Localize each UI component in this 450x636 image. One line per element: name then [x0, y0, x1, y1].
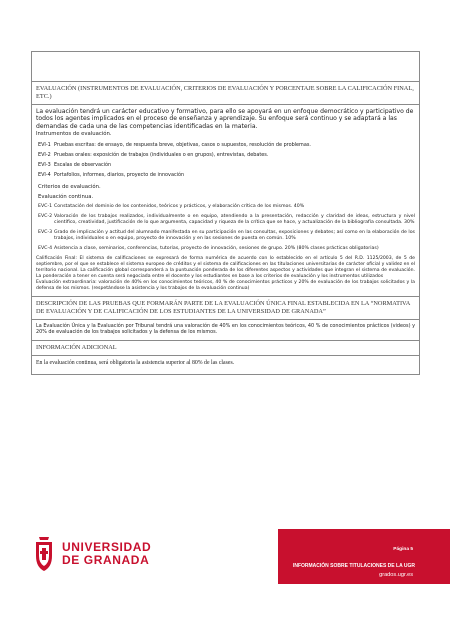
instrument-code: EVI-1 — [38, 141, 51, 148]
university-crest-icon — [33, 536, 55, 572]
instrument-code: EVI-4 — [38, 171, 51, 178]
unique-evaluation-header: DESCRIPCIÓN DE LAS PRUEBAS QUE FORMARÁN PARTE DE LA EVALUACIÓN ÚNICA FINAL ESTABLECIDA EN LA “NORMATIVA DE EVALUACIÓN Y DE CALIFICACIÓN DE LOS ESTUDIANTES DE LA UNIVERSIDAD DE GRANADA” — [32, 297, 419, 320]
instrument-item — [38, 152, 415, 158]
blank-row — [32, 52, 419, 82]
criterion-code: EVC-1 — [38, 204, 53, 210]
final-grade-text: Calificación Final: El sistema de calificaciones se expresará de forma numérica de acuerdo con lo establecido en el artículo 5 del R.D. 1125/2003, de 5 de septiembre, por el que se establece el sistema europeo de créditos y el sistema de calificaciones en las titulaciones universitarias de carácter oficial y validez en el territorio nacional. La calificación global corresponderá a la puntuación ponderada de los diferentes aspectos y actividades que integran el sistema de evaluación. La ponderación a tener en cuenta será negociada entre el docente y los estudiantes en base a los criterios de evaluación y los instrumentos utilizados — [36, 256, 415, 279]
instruments-label: Instrumentos de evaluación. — [36, 131, 112, 138]
criterion-text: Asistencia a clase, seminarios, conferencias, tutorías, proyecto de innovación, sesiones de grupo. 20% (80% clases prácticas obligatorias) — [54, 246, 379, 252]
guide-table — [31, 51, 420, 375]
criterion-code: EVC-4 — [38, 246, 53, 252]
university-name-line2: DE GRANADA — [62, 553, 150, 567]
additional-info-text: En la evaluación continua, será obligatoria la asistencia superior al 80% de las clases. — [32, 356, 419, 375]
criterion-code: EVC-3 — [38, 230, 53, 236]
instrument-text: Escalas de observación — [54, 161, 112, 168]
criterion-text: Grado de implicación y actitud del alumnado manifestada en su participación en las consultas, exposiciones y debates; así como en la elaboración de los trabajos, individuales o en equipo, proyecto de innovación y en las sesiones de puesta en común. 10% — [54, 230, 415, 242]
criterion-text: Constatación del dominio de los contenidos, teóricos y prácticos, y elaboración crítica de los mismos. 40% — [54, 204, 305, 210]
criterion-item — [38, 204, 415, 210]
instrument-code: EVI-3 — [38, 161, 51, 168]
university-name-line1: UNIVERSIDAD — [62, 540, 152, 554]
instrument-item — [38, 162, 415, 168]
criterion-item — [38, 230, 415, 242]
additional-info-header: INFORMACIÓN ADICIONAL — [32, 341, 419, 356]
instrument-text: Pruebas orales: exposición de trabajos (individuales o en grupos), entrevistas, debates. — [54, 151, 269, 158]
page-number: Página 5 — [393, 547, 413, 552]
evaluation-intro: La evaluación tendrá un carácter educativo y formativo, para ello se apoyará en un enfoque democrático y participativo de todos los agentes implicados en el proceso de enseñanza y aprendizaje. Su enfoque será continuo y se adaptará a las demandas de cada una de las competencias identificadas en la materia. — [36, 108, 414, 130]
unique-evaluation-text: La Evaluación Única y la Evaluación por Tribunal tendrá una valoración de 40% en los conocimientos teóricos, 40 % de conocimientos prácticos (videos) y 20% de evaluación de los trabajos solicitados y la defensa de los mismos. — [32, 320, 419, 342]
evaluation-section — [32, 105, 419, 297]
instrument-code: EVI-2 — [38, 151, 51, 158]
criterion-item — [38, 214, 415, 226]
instrument-text: Portafolios, informes, diarios, proyecto de innovación — [54, 171, 185, 178]
criterion-text: Valoración de los trabajos realizados, individualmente o en equipo, atendiendo a la presentación, redacción y claridad de ideas, estructura y nivel científico, creatividad, justificación de lo que argumenta, capacidad y riqueza de la crítica que se hace, y actualización de la bibliografía consultada. 30% — [54, 214, 415, 226]
criteria-label: Criterios de evaluación. — [38, 184, 101, 190]
info-banner — [278, 529, 450, 584]
info-banner-url[interactable]: grados.ugr.es — [379, 572, 413, 578]
university-name — [62, 541, 151, 567]
instrument-text: Pruebas escritas: de ensayo, de respuesta breve, objetivas, casos o supuestos, resolución de problemas. — [54, 141, 311, 148]
instrument-item — [38, 172, 415, 178]
criterion-code: EVC-2 — [38, 214, 53, 220]
extraordinary-text: Evaluación extraordinaria: valoración de 40% en los conocimientos teóricos, 40 % de conocimientos prácticos y 20% de evaluación de los trabajos solicitados y la defensa de los mismos. (respetándose la asistencia y los trabajos de la evaluación continua) — [36, 279, 415, 291]
info-banner-title: INFORMACIÓN SOBRE TITULACIONES DE LA UGR — [292, 563, 415, 569]
instrument-item — [38, 142, 415, 148]
page-footer — [0, 529, 450, 584]
criterion-item — [38, 246, 415, 252]
continuous-label: Evaluación continua. — [38, 194, 94, 201]
evaluation-header: EVALUACIÓN (INSTRUMENTOS DE EVALUACIÓN, CRITERIOS DE EVALUACIÓN Y PORCENTAJE SOBRE LA CALIFICACIÓN FINAL, ETC.) — [32, 82, 419, 105]
